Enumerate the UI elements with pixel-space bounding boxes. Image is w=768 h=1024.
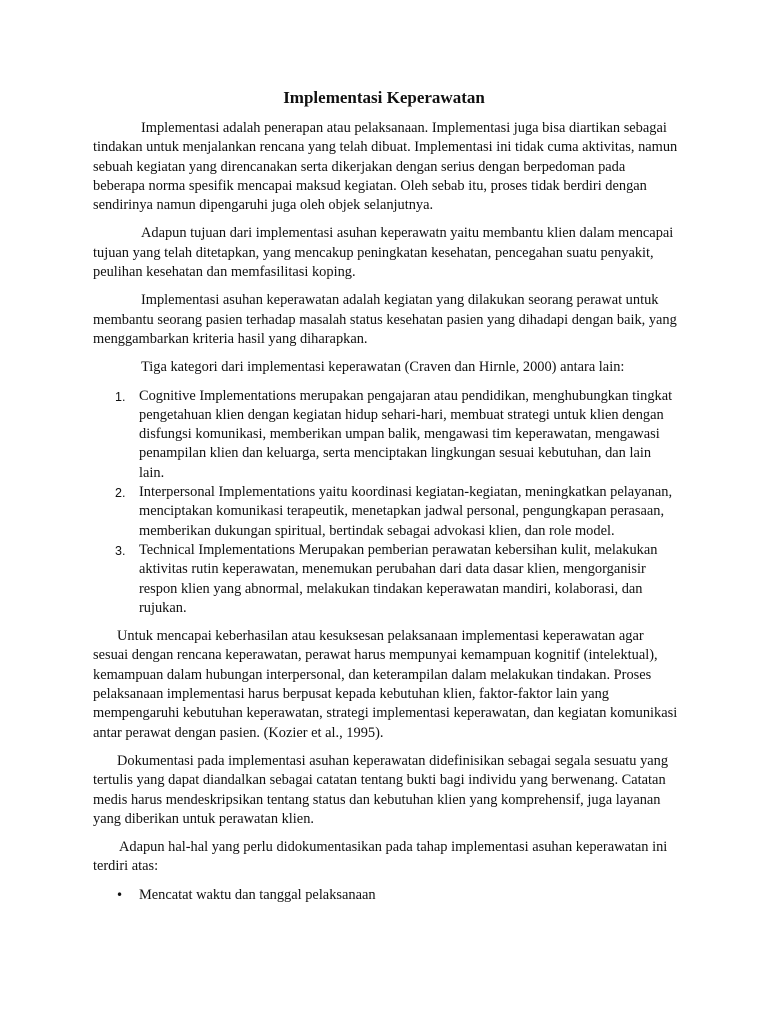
- list-number: 1.: [115, 389, 126, 404]
- bullet-icon: •: [116, 887, 124, 902]
- paragraph-nursing-implementation: Implementasi asuhan keperawatan adalah kegiatan yang dilakukan seorang perawat untuk membantu seorang pasien terhadap masalah status kesehatan pasien yang dihadapi dengan baik, yang menggambarkan kriteria hasil yang diharapkan.: [93, 292, 677, 347]
- paragraph-documentation-items-intro: Adapun hal-hal yang perlu didokumentasikan pada tahap implementasi asuhan keperawatan ini terdiri atas:: [93, 839, 668, 875]
- list-item: [93, 886, 678, 905]
- list-item: [93, 483, 678, 541]
- list-item-text: Technical Implementations Merupakan pemberian perawatan kebersihan kulit, melakukan aktivitas rutin keperawatan, menemukan perubahan dari data dasar klien, mengorganisir respon klien yang abnormal, melakukan tindakan keperawatan mandiri, kolaborasi, dan rujukan.: [139, 541, 658, 616]
- document-body: [93, 119, 678, 905]
- categories-numbered-list: [93, 387, 678, 619]
- page-title: Implementasi Keperawatan: [283, 88, 485, 107]
- paragraph-categories-intro: Tiga kategori dari implementasi keperawatan (Craven dan Hirnle, 2000) antara lain:: [141, 359, 625, 376]
- paragraph-success-factors: Untuk mencapai keberhasilan atau kesuksesan pelaksanaan implementasi keperawatan agar sesuai dengan rencana keperawatan, perawat harus mempunyai kemampuan kognitif (intelektual), kemampuan dalam hubungan interpersonal, dan keterampilan dalam melakukan tindakan. Proses pelaksanaan implementasi harus berpusat kepada kebutuhan klien, faktor-faktor lain yang mempengaruhi kebutuhan keperawatan, strategi implementasi keperawatan, dan kegiatan komunikasi antar perawat dengan pasien. (Kozier et al., 1995).: [93, 628, 678, 741]
- list-number: 3.: [115, 543, 126, 558]
- paragraph-definition: Implementasi adalah penerapan atau pelaksanaan. Implementasi juga bisa diartikan sebagai tindakan untuk menjalankan rencana yang telah dibuat. Implementasi ini tidak cuma aktivitas, namun sebuah kegiatan yang direncanakan serta dikerjakan dengan serius dengan berpedoman pada beberapa norma spesifik mencapai maksud kegiatan. Oleh sebab itu, proses tidak berdiri dengan sendirinya namun dipengaruhi juga oleh objek selanjutnya.: [93, 120, 678, 214]
- documentation-bullet-list: [93, 886, 678, 905]
- list-item: [93, 541, 678, 618]
- list-item-text: Cognitive Implementations merupakan pengajaran atau pendidikan, menghubungkan tingkat pengetahuan klien dengan kegiatan hidup sehari-hari, membuat strategi untuk klien dengan disfungsi komunikasi, memberikan umpan balik, mengawasi tim keperawatan, mengawasi penampilan klien dan keluarga, serta menciptakan lingkungan sesuai kebutuhan, dan lain lain.: [139, 387, 673, 481]
- list-item: [93, 387, 678, 483]
- paragraph-purpose: Adapun tujuan dari implementasi asuhan keperawatn yaitu membantu klien dalam mencapai tujuan yang telah ditetapkan, yang mencakup peningkatan kesehatan, pencegahan suatu penyakit, peulihan kesehatan dan memfasilitasi koping.: [93, 225, 674, 281]
- list-number: 2.: [115, 486, 126, 501]
- list-item-text: Interpersonal Implementations yaitu koordinasi kegiatan-kegiatan, meningkatkan pelayanan, menciptakan komunikasi terapeutik, menetapkan jadwal personal, pengungkapan perasaan, memberikan dukungan spiritual, bertindak sebagai advokasi klien, dan role model.: [139, 484, 673, 539]
- paragraph-documentation: Dokumentasi pada implementasi asuhan keperawatan didefinisikan sebagai segala sesuatu yang tertulis yang dapat diandalkan sebagai catatan tentang bukti bagi individu yang berwenang. Catatan medis harus mendeskripsikan tentang status dan kebutuhan klien yang komprehensif, juga layanan yang diberikan untuk perawatan klien.: [93, 752, 669, 827]
- list-item-text: Mencatat waktu dan tanggal pelaksanaan: [139, 886, 376, 903]
